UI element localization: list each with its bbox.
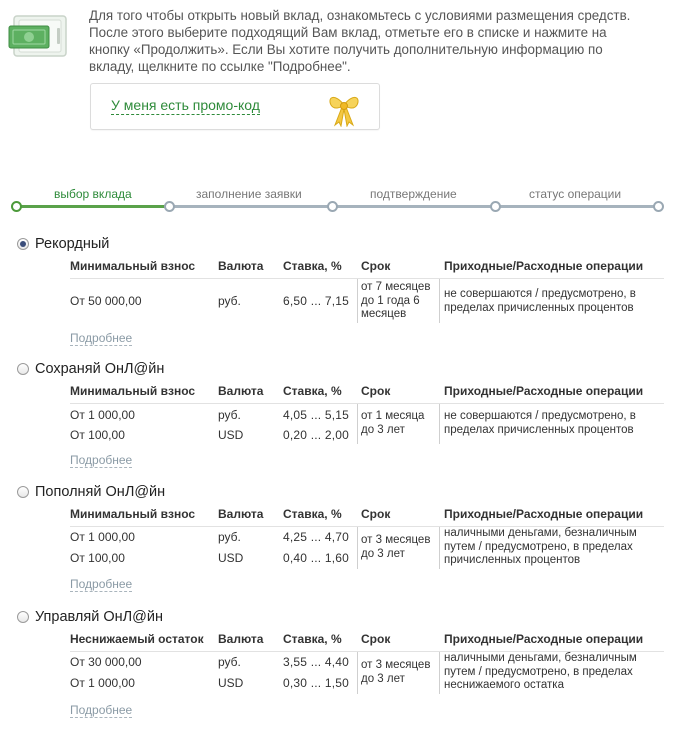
- product-radio[interactable]: [17, 486, 29, 498]
- ops-cell: [444, 288, 659, 315]
- step-line-active: [16, 205, 170, 208]
- ops-cell: [444, 410, 659, 437]
- row-amount: От 100,00: [70, 551, 125, 565]
- intro-line: После этого выберите подходящий Вам вклад, отметьте его в списке и нажмите на: [89, 25, 607, 40]
- deposit-product-sokhranyai: [0, 360, 674, 470]
- row-currency: USD: [218, 551, 244, 565]
- term-cell: [361, 281, 441, 322]
- term-line: до 3 лет: [361, 547, 405, 560]
- step-label-status: статус операции: [529, 187, 622, 201]
- row-amount: От 50 000,00: [70, 294, 142, 308]
- col-header-ops: Приходные/Расходные операции: [444, 384, 644, 398]
- row-amount: От 100,00: [70, 428, 125, 442]
- ops-line: не совершаются / предусмотрено, в: [444, 410, 636, 422]
- row-amount: От 1 000,00: [70, 530, 135, 544]
- col-header-amount: Минимальный взнос: [70, 507, 196, 521]
- step-dot-3: [327, 201, 338, 212]
- row-amount: От 1 000,00: [70, 676, 135, 690]
- row-amount: От 1 000,00: [70, 408, 135, 422]
- intro-line: кнопку «Продолжить». Если Вы хотите получить дополнительную информацию по: [89, 42, 603, 57]
- step-dot-2: [164, 201, 175, 212]
- progress-steps: [0, 180, 674, 220]
- row-rate: 4,25 ... 4,70: [283, 530, 349, 544]
- col-header-currency: Валюта: [218, 632, 264, 646]
- col-header-ops: Приходные/Расходные операции: [444, 259, 644, 273]
- header-divider: [70, 278, 664, 279]
- row-currency: руб.: [218, 294, 241, 308]
- deposit-product-rekordny: [0, 235, 674, 350]
- intro-line: Для того чтобы открыть новый вклад, ознакомьтесь с условиями размещения средств.: [89, 8, 631, 23]
- column-divider: [357, 404, 358, 444]
- row-currency: USD: [218, 676, 244, 690]
- term-cell: [361, 659, 441, 686]
- ops-line: наличными деньгами, безналичным: [444, 527, 637, 539]
- col-header-ops: Приходные/Расходные операции: [444, 507, 644, 521]
- row-rate: 6,50 ... 7,15: [283, 294, 349, 308]
- header-divider: [70, 403, 664, 404]
- more-link[interactable]: Подробнее: [70, 577, 133, 591]
- ops-line: неснижаемого остатка: [444, 679, 564, 691]
- product-radio[interactable]: [17, 611, 29, 623]
- ops-cell: [444, 527, 659, 568]
- safe-icon: [8, 14, 70, 60]
- col-header-term: Срок: [361, 384, 391, 398]
- row-rate: 0,40 ... 1,60: [283, 551, 349, 565]
- step-label-select: выбор вклада: [54, 187, 132, 201]
- row-rate: 0,30 ... 1,50: [283, 676, 349, 690]
- ops-line: причисленных процентов: [444, 554, 581, 566]
- product-name: Пополняй ОнЛ@йн: [35, 484, 166, 500]
- more-link[interactable]: Подробнее: [70, 453, 133, 467]
- product-name: Управляй ОнЛ@йн: [35, 609, 163, 625]
- col-header-rate: Ставка, %: [283, 384, 342, 398]
- step-line-inactive: [170, 205, 658, 208]
- col-header-currency: Валюта: [218, 507, 264, 521]
- row-currency: руб.: [218, 408, 241, 422]
- col-header-rate: Ставка, %: [283, 259, 342, 273]
- col-header-currency: Валюта: [218, 384, 264, 398]
- col-header-amount: Минимальный взнос: [70, 259, 196, 273]
- term-line: от 1 месяца: [361, 410, 425, 422]
- deposit-product-popolnyai: [0, 483, 674, 593]
- row-currency: USD: [218, 428, 244, 442]
- product-name: Рекордный: [35, 236, 110, 252]
- ops-line: путем / предусмотрено, в пределах: [444, 540, 633, 553]
- term-line: от 3 месяцев: [361, 534, 431, 546]
- term-line: от 7 месяцев: [361, 281, 431, 293]
- step-dot-1: [11, 201, 22, 212]
- term-cell: [361, 410, 441, 437]
- row-rate: 4,05 ... 5,15: [283, 408, 349, 422]
- term-line: от 3 месяцев: [361, 659, 431, 671]
- ops-line: пределах причисленных процентов: [444, 423, 634, 436]
- column-divider: [357, 527, 358, 569]
- row-currency: руб.: [218, 655, 241, 669]
- row-amount: От 30 000,00: [70, 655, 142, 669]
- more-link[interactable]: Подробнее: [70, 331, 133, 345]
- intro-line: вкладу, щелкните по ссылке "Подробнее".: [89, 59, 351, 74]
- ops-line: наличными деньгами, безналичным: [444, 652, 637, 664]
- col-header-term: Срок: [361, 259, 391, 273]
- term-line: до 3 лет: [361, 672, 405, 685]
- col-header-amount: Минимальный взнос: [70, 384, 196, 398]
- col-header-term: Срок: [361, 507, 391, 521]
- term-line: до 1 года 6: [361, 294, 420, 307]
- row-rate: 3,55 ... 4,40: [283, 655, 349, 669]
- step-dot-4: [490, 201, 501, 212]
- col-header-rate: Ставка, %: [283, 632, 342, 646]
- col-header-currency: Валюта: [218, 259, 264, 273]
- intro-section: [0, 0, 674, 140]
- term-line: месяцев: [361, 308, 407, 320]
- row-currency: руб.: [218, 530, 241, 544]
- product-radio[interactable]: [17, 363, 29, 375]
- ops-line: пределах причисленных процентов: [444, 301, 634, 314]
- term-cell: [361, 534, 441, 561]
- col-header-rate: Ставка, %: [283, 507, 342, 521]
- col-header-ops: Приходные/Расходные операции: [444, 632, 644, 646]
- column-divider: [357, 652, 358, 694]
- promo-code-link[interactable]: У меня есть промо-код: [111, 97, 260, 113]
- more-link[interactable]: Подробнее: [70, 703, 133, 717]
- step-dot-5: [653, 201, 664, 212]
- gift-bow-icon: [325, 89, 363, 127]
- ops-line: путем / предусмотрено, в пределах: [444, 665, 633, 678]
- step-label-confirm: подтверждение: [370, 187, 457, 201]
- product-name: Сохраняй ОнЛ@йн: [35, 361, 165, 377]
- product-radio[interactable]: [17, 238, 29, 250]
- deposit-product-upravlyai: [0, 608, 674, 723]
- ops-cell: [444, 652, 659, 693]
- term-line: до 3 лет: [361, 423, 405, 436]
- col-header-term: Срок: [361, 632, 391, 646]
- promo-code-box[interactable]: [90, 83, 380, 130]
- column-divider: [357, 279, 358, 323]
- col-header-amount: Неснижаемый остаток: [70, 632, 204, 646]
- row-rate: 0,20 ... 2,00: [283, 428, 349, 442]
- ops-line: не совершаются / предусмотрено, в: [444, 288, 636, 300]
- step-label-fill: заполнение заявки: [196, 187, 302, 201]
- intro-text: [89, 7, 669, 75]
